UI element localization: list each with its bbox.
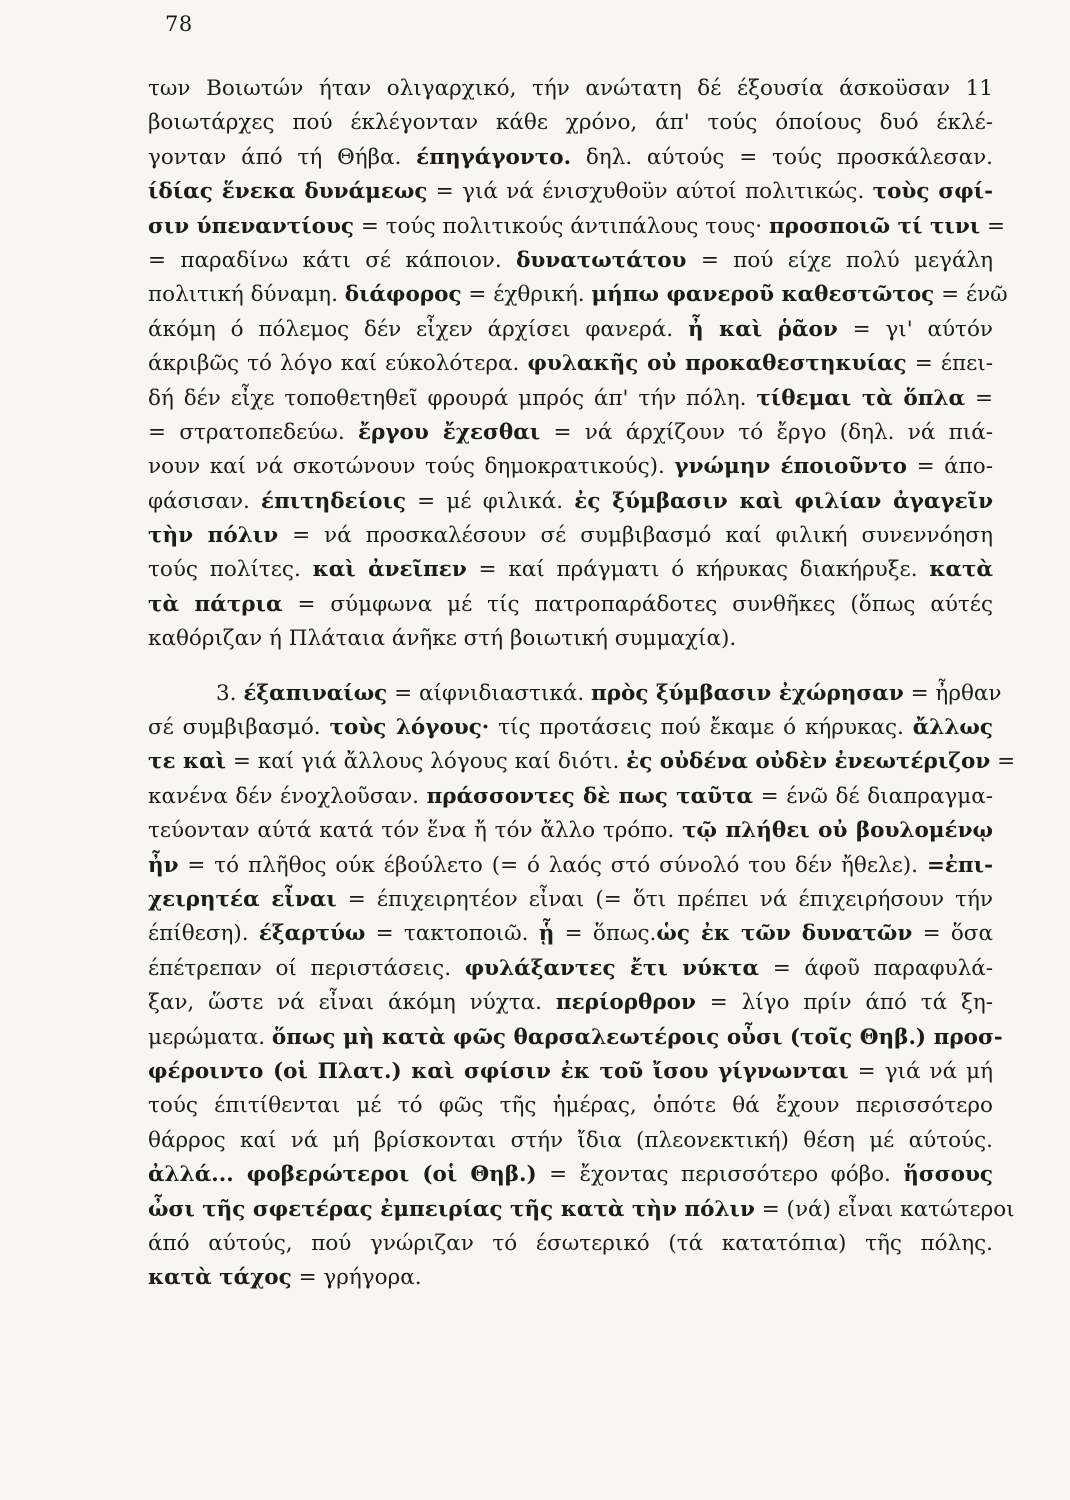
lemma-term: ὦσι τῆς σφετέρας ἐμπειρίας τῆς κατὰ τὴν πόλιν (148, 1196, 755, 1222)
gloss-text: = στρατοπεδεύω. (148, 419, 358, 445)
lemma-term: ίδίας ἕνεκα δυνάμεως (148, 179, 428, 205)
text-line (148, 917, 993, 951)
gloss-text: άκόμη ό πόλεμος δέν εἶχεν άρχίσει φανερά. (148, 316, 688, 342)
gloss-text: άκριβῶς τό λόγο καί εύκολότερα. (148, 351, 528, 377)
text-line (148, 588, 993, 622)
gloss-text: = παραδίνω κάτι σέ κάποιον. (148, 247, 517, 273)
lemma-term: γνώμην έποιοῦντο (674, 454, 908, 480)
gloss-text: καθόριζαν ή Πλάταια άνῆκε στή βοιωτική συμμαχία). (148, 626, 737, 652)
lemma-term: τὴν πόλιν (148, 523, 279, 549)
gloss-text: έπίθεση). (148, 921, 259, 947)
lemma-term: τῷ πλήθει οὐ βουλομένῳ (682, 818, 993, 844)
lemma-term: ὡς ἐκ τῶν δυνατῶν (656, 921, 913, 947)
lemma-term: περίορθρον (555, 990, 696, 1016)
text-line (148, 711, 993, 745)
gloss-text: = μέ φιλικά. (405, 488, 575, 514)
lemma-term: έπηγάγοντο. (416, 144, 572, 170)
gloss-text: = καί γιά ἄλλους λόγους καί διότι. (226, 749, 627, 775)
gloss-text: = ὅσα (912, 921, 993, 947)
commentary-text (148, 72, 1016, 1296)
lemma-term: τε καὶ (148, 749, 227, 775)
gloss-text: γονταν άπό τή Θήβα. (148, 144, 417, 170)
gloss-text: των Βοιωτών ήταν ολιγαρχικό, τήν ανώτατη δέ έξουσία άσκοϋσαν 11 (148, 76, 993, 101)
gloss-text: τούς έπιτίθενται μέ τό φῶς τῆς ἡμέρας, ὁπότε θά ἔχουν περισσότερο (148, 1093, 993, 1119)
text-line (148, 313, 993, 347)
text-line (148, 849, 993, 883)
gloss-text: κανένα δέν ένοχλοῦσαν. (148, 783, 427, 809)
gloss-text: = τούς πολιτικούς άντιπάλους τους· (353, 213, 769, 239)
gloss-text: 3. (216, 680, 244, 706)
gloss-text: = (980, 213, 1006, 239)
text-line (148, 141, 993, 175)
gloss-text: = τό πλῆθος ούκ έβούλετο (= ό λαός στό σύνολό του δέν ἤθελε). (178, 852, 927, 878)
gloss-text: = έχθρική. (461, 282, 592, 308)
gloss-text: δηλ. αύτούς = τούς προσκάλεσαν. (571, 144, 994, 170)
gloss-text: = σύμφωνα μέ τίς πατροπαράδοτες συνθῆκες (ὅπως αύτές (282, 591, 993, 617)
text-line (148, 278, 1008, 312)
lemma-term: =ἐπι- (926, 852, 993, 878)
lemma-term: έπιτηδείοις (261, 488, 406, 514)
text-line (148, 952, 993, 986)
gloss-text: = ἦρθαν (903, 680, 1002, 706)
lemma-term: κατὰ τάχος (148, 1265, 292, 1291)
text-line (148, 72, 993, 106)
text-line (148, 1021, 1003, 1055)
gloss-text: = ένῶ (934, 282, 1008, 308)
gloss-text: τούς πολίτες. (148, 557, 313, 583)
text-line (148, 883, 993, 917)
lemma-term: ἐς ξύμβασιν καὶ φιλίαν ἀγαγεῖν (574, 488, 994, 514)
page-number: 78 (165, 12, 193, 36)
gloss-text: τεύονταν αύτά κατά τόν ἕνα ἤ τόν ἄλλο τρόπο. (148, 818, 683, 844)
lemma-term: φέροιντο (οἱ Πλατ.) καὶ σφίσιν ἐκ τοῦ ἴσου γίγνωνται (148, 1058, 849, 1084)
text-line (148, 553, 993, 587)
gloss-text: = (965, 385, 993, 411)
text-line (148, 244, 993, 278)
gloss-text: = ένῶ δέ διαπραγμα- (753, 783, 993, 809)
text-line (148, 382, 993, 416)
lemma-term: τίθεμαι τὰ ὅπλα (756, 385, 966, 411)
gloss-text: = αίφνιδιαστικά. (387, 680, 591, 706)
text-line (148, 814, 993, 848)
lemma-term: τοὺς σφί- (872, 179, 994, 205)
gloss-text: ξαν, ὥστε νά εἶναι άκόμη νύχτα. (148, 990, 556, 1016)
lemma-term: ὅπως μὴ κατὰ φῶς θαρσαλεωτέροις οὖσι (τοῖς Θηβ.) προσ- (271, 1024, 1003, 1050)
text-line (148, 780, 993, 814)
gloss-text: = γιά νά μή (848, 1058, 993, 1084)
lemma-term: έξαρτύω (258, 921, 366, 947)
text-line (148, 1055, 993, 1089)
gloss-text: πολιτική δύναμη. (148, 282, 345, 308)
gloss-text: τίς προτάσεις πού ἔκαμε ό κήρυκας. (489, 715, 913, 741)
gloss-text: = νά προσκαλέσουν σέ συμβιβασμό καί φιλική συνεννόηση (278, 523, 993, 549)
lemma-term: ᾗ (538, 921, 555, 947)
lemma-term: σιν ύπεναντίους (148, 213, 354, 239)
gloss-text: = νά άρχίζουν τό ἔργο (δηλ. νά πιά- (540, 419, 993, 445)
text-line (148, 1261, 993, 1295)
text-line (148, 677, 1002, 711)
text-line (148, 986, 993, 1020)
lemma-term: ἄλλως (912, 715, 993, 741)
lemma-term: ἀλλά... φοβερώτεροι (οἱ Θηβ.) (148, 1162, 537, 1188)
lemma-term: ἦ καὶ ῥᾶον (687, 316, 838, 342)
gloss-text: = τακτοποιῶ. (365, 921, 539, 947)
paragraph-gap (148, 657, 993, 677)
gloss-text: = άφοῦ παραφυλά- (759, 955, 993, 981)
text-line (148, 485, 993, 519)
gloss-text: = άπο- (907, 454, 993, 480)
gloss-text: = γιά νά ένισχυθοϋν αύτοί πολιτικώς. (427, 179, 873, 205)
lemma-term: δυνατωτάτου (516, 247, 687, 273)
gloss-text: = ἔχοντας περισσότερο φόβο. (536, 1162, 904, 1188)
text-line (148, 519, 993, 553)
text-line (148, 450, 993, 484)
lemma-term: χειρητέα εἶναι (148, 886, 337, 912)
text-line (148, 416, 993, 450)
gloss-text: = ὅπως. (554, 921, 657, 947)
gloss-text: = λίγο πρίν άπό τά ξη- (695, 990, 994, 1016)
lemma-term: κατὰ (929, 557, 993, 583)
lemma-term: φυλακῆς οὐ προκαθεστηκυίας (527, 351, 907, 377)
gloss-text: = (νά) εἶναι κατώτεροι (754, 1196, 1015, 1222)
lemma-term: ἔργου ἔχεσθαι (357, 419, 541, 445)
lemma-term: ἥσσους (903, 1162, 993, 1188)
lemma-term: πρὸς ξύμβασιν ἐχώρησαν (591, 680, 904, 706)
text-line (148, 1089, 993, 1123)
text-line (148, 175, 993, 209)
lemma-term: φυλάξαντες ἔτι νύκτα (464, 955, 760, 981)
gloss-text: άπό αύτούς, πού γνώριζαν τό έσωτερικό (τά κατατόπια) τῆς πόλης. (148, 1230, 993, 1256)
gloss-text: φάσισαν. (148, 488, 261, 514)
text-line (148, 210, 1006, 244)
text-line (148, 1158, 993, 1192)
lemma-term: πράσσοντες δὲ πως ταῦτα (426, 783, 754, 809)
lemma-term: τὰ πάτρια (148, 591, 283, 617)
lemma-term: διάφορος (344, 282, 462, 308)
lemma-term: ἦν (148, 852, 179, 878)
gloss-text: μερώματα. (148, 1024, 272, 1050)
lemma-term: προσποιῶ τί τινι (768, 213, 981, 239)
gloss-text: = (990, 749, 1016, 775)
gloss-text: = καί πράγματι ό κήρυκας διακήρυξε. (466, 557, 930, 583)
gloss-text: = γρήγορα. (291, 1265, 422, 1291)
lemma-term: τοὺς λόγους· (329, 715, 490, 741)
text-line (148, 347, 993, 381)
gloss-text: σέ συμβιβασμό. (148, 715, 330, 741)
text-line (148, 106, 993, 140)
gloss-text: δή δέν εἶχε τοποθετηθεῖ φρουρά μπρός άπ' τήν πόλη. (148, 385, 757, 411)
gloss-text: = πού είχε πολύ μεγάλη (686, 247, 994, 273)
text-line (148, 622, 993, 656)
gloss-text: = γι' αύτόν (837, 316, 993, 342)
text-line (148, 1124, 993, 1158)
gloss-text: θάρρος καί νά μή βρίσκονται στήν ἴδια (πλεονεκτική) θέση μέ αύτούς. (148, 1127, 993, 1153)
lemma-term: έξαπιναίως (243, 680, 388, 706)
gloss-text: = έπιχειρητέον εἶναι (= ὅτι πρέπει νά έπιχειρήσουν τήν (336, 886, 994, 912)
lemma-term: ἐς οὐδένα οὐδὲν ἐνεωτέριζον (626, 749, 991, 775)
text-line (148, 1193, 1015, 1227)
gloss-text: = έπει- (906, 351, 993, 377)
gloss-text: βοιωτάρχες πού έκλέγονταν κάθε χρόνο, άπ' τούς όποίους δυό έκλέ- (148, 110, 993, 136)
text-line (148, 1227, 993, 1261)
gloss-text: έπέτρεπαν οί περιστάσεις. (148, 955, 465, 981)
text-line (148, 745, 1016, 779)
lemma-term: καὶ ἀνεῖπεν (312, 557, 467, 583)
gloss-text: νουν καί νά σκοτώνουν τούς δημοκρατικούς). (148, 454, 675, 480)
lemma-term: μήπω φανεροῦ καθεστῶτος (591, 282, 935, 308)
